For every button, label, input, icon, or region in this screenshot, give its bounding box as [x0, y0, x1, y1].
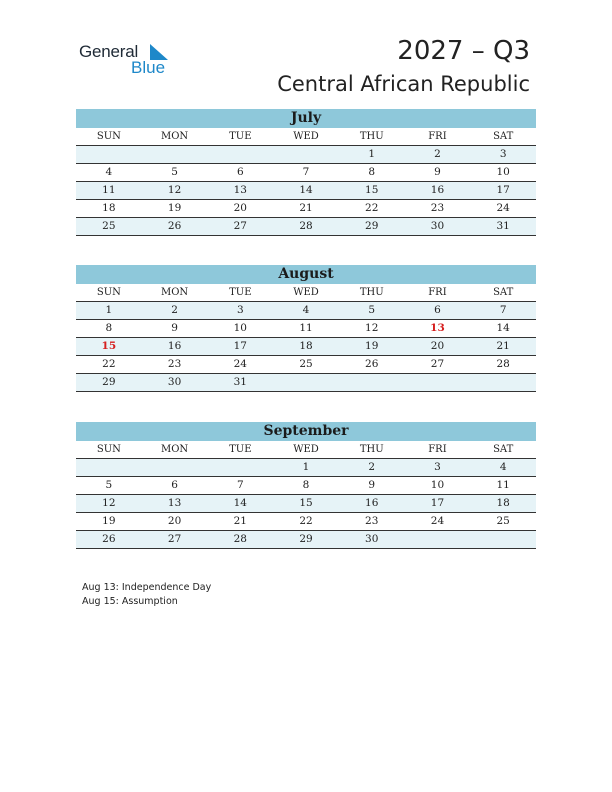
day-cell: 20 [430, 340, 445, 352]
day-cell: 16 [430, 184, 445, 196]
day-cell [273, 146, 339, 163]
holiday-note: Aug 13: Independence Day [82, 582, 212, 593]
day-cell [339, 374, 405, 391]
week-row [76, 146, 536, 164]
day-cell: 7 [499, 304, 507, 316]
weekday-label: THU [359, 131, 384, 142]
day-cell: 16 [365, 497, 379, 509]
weekday-label: TUE [229, 444, 252, 455]
weekday-label: SUN [96, 444, 121, 455]
day-cell [142, 459, 208, 476]
day-cell: 25 [102, 220, 116, 232]
month-calendar-july [76, 109, 536, 236]
day-cell: 4 [302, 304, 310, 316]
holiday-day-cell: 13 [430, 322, 445, 334]
weekday-header-row [76, 284, 536, 302]
day-cell: 12 [365, 322, 379, 334]
day-cell: 20 [167, 515, 182, 527]
day-cell [405, 374, 471, 391]
day-cell: 9 [171, 322, 178, 334]
day-cell: 9 [434, 166, 441, 178]
holiday-day-cell: 15 [101, 340, 117, 352]
weekday-label: SUN [96, 287, 121, 298]
day-cell: 18 [299, 340, 313, 352]
week-row [76, 218, 536, 236]
day-cell: 4 [105, 166, 113, 178]
week-row [76, 164, 536, 182]
day-cell: 10 [430, 479, 445, 491]
weekday-label: FRI [428, 444, 447, 455]
day-cell: 3 [434, 461, 441, 473]
day-cell: 26 [167, 220, 182, 232]
day-cell: 25 [299, 358, 313, 370]
day-cell: 27 [167, 533, 182, 545]
day-cell: 19 [167, 202, 182, 214]
day-cell: 8 [368, 166, 376, 178]
week-row [76, 531, 536, 549]
day-cell: 27 [430, 358, 445, 370]
day-cell: 1 [368, 148, 376, 160]
weekday-header-row [76, 441, 536, 459]
day-cell: 17 [430, 497, 445, 509]
day-cell [273, 374, 339, 391]
holiday-note: Aug 15: Assumption [82, 596, 178, 607]
day-cell: 22 [365, 202, 379, 214]
day-cell: 16 [167, 340, 182, 352]
week-row [76, 513, 536, 531]
day-cell: 22 [102, 358, 116, 370]
day-cell: 6 [236, 166, 244, 178]
day-cell: 23 [430, 202, 445, 214]
week-row [76, 356, 536, 374]
day-cell: 14 [233, 497, 247, 509]
day-cell: 5 [171, 166, 178, 178]
day-cell: 14 [299, 184, 313, 196]
generalblue-logo [79, 40, 179, 80]
weekday-label: TUE [229, 287, 252, 298]
day-cell: 21 [299, 202, 313, 214]
day-cell: 11 [299, 322, 313, 334]
month-name: August [76, 265, 536, 284]
day-cell: 1 [302, 461, 310, 473]
weekday-label: SAT [493, 444, 514, 455]
day-cell: 7 [236, 479, 244, 491]
day-cell: 12 [102, 497, 116, 509]
day-cell [405, 531, 471, 548]
day-cell: 10 [233, 322, 247, 334]
day-cell: 23 [167, 358, 182, 370]
week-row [76, 182, 536, 200]
day-cell: 15 [365, 184, 379, 196]
day-cell: 24 [233, 358, 247, 370]
day-cell: 3 [236, 304, 244, 316]
day-cell: 24 [496, 202, 510, 214]
day-cell: 26 [365, 358, 379, 370]
day-cell: 27 [233, 220, 247, 232]
day-cell [76, 146, 142, 163]
day-cell [142, 146, 208, 163]
weekday-label: FRI [428, 131, 447, 142]
day-cell: 30 [430, 220, 445, 232]
day-cell: 2 [368, 461, 376, 473]
day-cell: 6 [434, 304, 441, 316]
day-cell [207, 459, 273, 476]
day-cell: 28 [299, 220, 313, 232]
day-cell: 11 [496, 479, 510, 491]
day-cell: 13 [167, 497, 182, 509]
day-cell: 22 [299, 515, 313, 527]
weekday-label: WED [293, 444, 319, 455]
day-cell: 29 [365, 220, 379, 232]
weekday-label: MON [160, 287, 189, 298]
weekday-label: THU [359, 444, 384, 455]
day-cell [76, 459, 142, 476]
day-cell: 3 [499, 148, 507, 160]
day-cell: 9 [368, 479, 376, 491]
day-cell: 28 [233, 533, 247, 545]
week-row [76, 200, 536, 218]
day-cell [207, 146, 273, 163]
day-cell: 18 [496, 497, 510, 509]
week-row [76, 302, 536, 320]
day-cell: 31 [496, 220, 510, 232]
day-cell: 24 [430, 515, 445, 527]
weekday-label: FRI [428, 287, 447, 298]
day-cell: 18 [102, 202, 116, 214]
day-cell: 31 [233, 376, 247, 388]
weekday-label: SAT [493, 131, 514, 142]
day-cell: 19 [365, 340, 379, 352]
day-cell: 11 [102, 184, 116, 196]
day-cell: 15 [299, 497, 313, 509]
day-cell: 8 [105, 322, 113, 334]
weekday-label: WED [293, 131, 319, 142]
month-name: September [76, 422, 536, 441]
day-cell: 17 [496, 184, 510, 196]
day-cell: 30 [365, 533, 379, 545]
day-cell: 23 [365, 515, 379, 527]
day-cell: 4 [499, 461, 507, 473]
day-cell: 26 [102, 533, 116, 545]
day-cell: 2 [434, 148, 441, 160]
day-cell: 29 [102, 376, 116, 388]
day-cell [470, 374, 536, 391]
logo-text-general: General [79, 42, 139, 61]
day-cell [470, 531, 536, 548]
day-cell: 28 [496, 358, 510, 370]
week-row [76, 320, 536, 338]
weekday-header-row [76, 128, 536, 146]
month-calendar-august [76, 265, 536, 392]
day-cell: 20 [233, 202, 247, 214]
day-cell: 1 [105, 304, 113, 316]
day-cell: 21 [233, 515, 247, 527]
day-cell: 19 [102, 515, 116, 527]
day-cell: 7 [302, 166, 310, 178]
week-row [76, 338, 536, 356]
month-name: July [76, 109, 536, 128]
country-name: Central African Republic [277, 72, 530, 96]
day-cell: 14 [496, 322, 510, 334]
day-cell: 13 [233, 184, 247, 196]
day-cell: 30 [167, 376, 182, 388]
week-row [76, 495, 536, 513]
holiday-notes [82, 581, 211, 609]
day-cell: 12 [167, 184, 182, 196]
week-row [76, 477, 536, 495]
day-cell: 5 [368, 304, 376, 316]
day-cell: 8 [302, 479, 310, 491]
day-cell: 10 [496, 166, 510, 178]
weekday-label: SAT [493, 287, 514, 298]
weekday-label: WED [293, 287, 319, 298]
day-cell: 25 [496, 515, 510, 527]
weekday-label: SUN [96, 131, 121, 142]
day-cell: 21 [496, 340, 510, 352]
day-cell: 5 [105, 479, 113, 491]
week-row [76, 374, 536, 392]
week-row [76, 459, 536, 477]
day-cell: 17 [233, 340, 247, 352]
month-calendar-september [76, 422, 536, 549]
weekday-label: TUE [229, 131, 252, 142]
day-cell: 2 [171, 304, 178, 316]
page-title: 2027 – Q3 [397, 36, 530, 66]
weekday-label: THU [359, 287, 384, 298]
weekday-label: MON [160, 131, 189, 142]
day-cell: 6 [171, 479, 178, 491]
weekday-label: MON [160, 444, 189, 455]
logo-text-blue: Blue [131, 58, 166, 77]
day-cell: 29 [299, 533, 313, 545]
